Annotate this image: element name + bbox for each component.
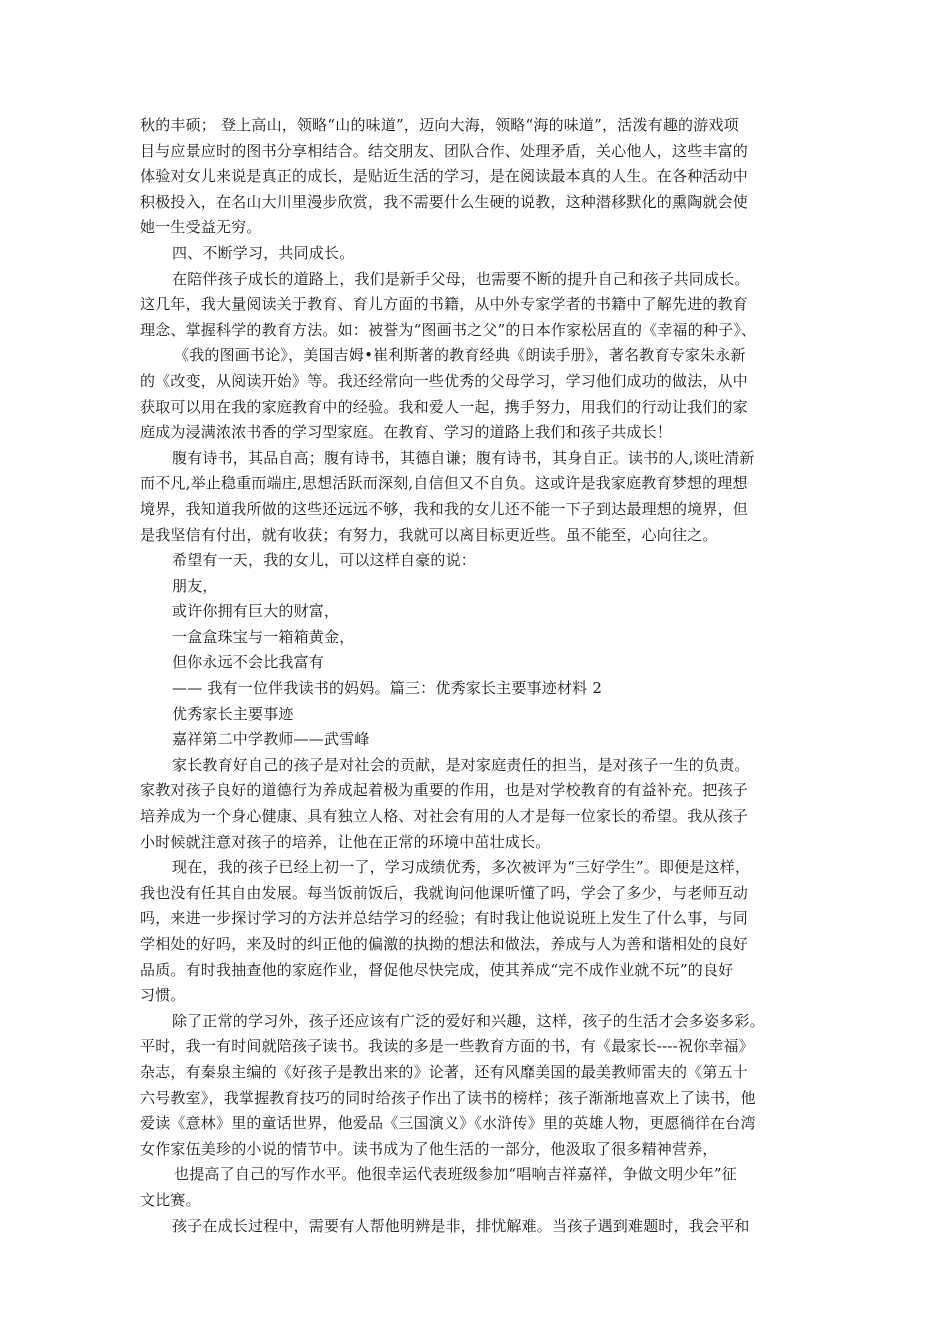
text-line: 是我坚信有付出，就有收获；有努力，我就可以离目标更近些。虽不能至，心向往之。 bbox=[140, 525, 718, 544]
text-line: 获取可以用在我的家庭教育中的经验。我和爱人一起，携手努力，用我们的行动让我们的家 bbox=[140, 397, 749, 416]
text-line: 孩子在成长过程中，需要有人帮他明辨是非，排忧解难。当孩子遇到难题时，我会平和 bbox=[172, 1216, 750, 1235]
text-line: 家长教育好自己的孩子是对社会的贡献，是对家庭责任的担当，是对孩子一生的负责。 bbox=[172, 755, 750, 774]
text-line: 《我的图画书论》，美国吉姆•崔利斯著的教育经典《朗读手册》，著名教育专家朱永新 bbox=[174, 346, 746, 365]
text-line: 庭成为浸满浓浓书香的学习型家庭。在教育、学习的道路上我们和孩子共成长！ bbox=[140, 423, 673, 442]
text-line: 现在，我的孩子已经上初一了，学习成绩优秀，多次被评为“三好学生”。即便是这样， bbox=[172, 858, 751, 877]
section-heading: 四、不断学习，共同成长。 bbox=[172, 243, 355, 262]
text-line: 目与应景应时的图书分享相结合。结交朋友、团队合作、处理矛盾，关心他人，这些丰富的 bbox=[140, 141, 749, 160]
text-line: 家教对孩子良好的道德行为养成起着极为重要的作用，也是对学校教育的有益补充。把孩子 bbox=[140, 781, 749, 800]
text-line: 文比赛。 bbox=[140, 1190, 201, 1209]
poem-line: 但你永远不会比我富有 bbox=[172, 653, 325, 672]
text-line: 在陪伴孩子成长的道路上，我们是新手父母，也需要不断的提升自己和孩子共同成长。 bbox=[172, 269, 750, 288]
poem-line: 朋友， bbox=[172, 576, 218, 595]
text-line: 我也没有任其自由发展。每当饭前饭后，我就询问他课听懂了吗，学会了多少，与老师互动 bbox=[140, 883, 749, 902]
text-line: 积极投入，在名山大川里漫步欣赏，我不需要什么生硬的说教，这种潜移默化的熏陶就会使 bbox=[140, 192, 749, 211]
text-line: 杂志，有秦泉主编的《好孩子是教出来的》论著，还有风靡美国的最美教师雷夫的《第五十 bbox=[140, 1062, 749, 1081]
text-line: 培养成为一个身心健康、具有独立人格、对社会有用的人才是每一位家长的希望。我从孩子 bbox=[140, 807, 749, 826]
text-line: 理念、掌握科学的教育方法。如：被誉为“图画书之父”的日本作家松居直的《幸福的种子》、 bbox=[140, 320, 757, 339]
text-line: 女作家伍美珍的小说的情节中。读书成为了他生活的一部分，他汲取了很多精神营养， bbox=[140, 1139, 718, 1158]
poem-line: —— 我有一位伴我读书的妈妈。篇三：优秀家长主要事迹材料 2 bbox=[172, 679, 603, 698]
text-line: 小时候就注意对孩子的培养，让他在正常的环境中茁壮成长。 bbox=[140, 832, 551, 851]
text-line: 秋的丰硕； 登上高山，领略“山的味道”，迈向大海，领略“海的味道”，活泼有趣的游戏项 bbox=[140, 116, 739, 134]
text-line: 除了正常的学习外，孩子还应该有广泛的爱好和兴趣，这样，孩子的生活才会多姿多彩。 bbox=[172, 1011, 765, 1030]
text-line: 学相处的好吗，来及时的纠正他的偏激的执拗的想法和做法，养成与人为善和谐相处的良好 bbox=[140, 935, 749, 953]
text-line: 希望有一天，我的女儿，可以这样自豪的说： bbox=[172, 551, 477, 570]
text-line: 品质。有时我抽查他的家庭作业，督促他尽快完成，使其养成“完不成作业就不玩”的良好 bbox=[140, 960, 734, 979]
text-line: 这几年，我大量阅读关于教育、育儿方面的书籍，从中外专家学者的书籍中了解先进的教育 bbox=[140, 295, 749, 314]
text-line: 体验对女儿来说是真正的成长，是贴近生活的学习，是在阅读最本真的人生。在各种活动中 bbox=[140, 167, 749, 186]
text-line: 的《改变，从阅读开始》等。我还经常向一些优秀的父母学习，学习他们成功的做法，从中 bbox=[140, 371, 749, 390]
poem-line: 一盒盒珠宝与一箱箱黄金， bbox=[172, 627, 355, 646]
text-line: 腹有诗书，其品自高；腹有诗书，其德自谦；腹有诗书，其身自正。读书的人,谈吐清新 bbox=[172, 448, 755, 467]
section-title: 优秀家长主要事迹 bbox=[172, 704, 294, 723]
text-line: 而不凡,举止稳重而端庄,思想活跃而深刻,自信但又不自负。这或许是我家庭教育梦想的理想 bbox=[140, 474, 748, 493]
text-line: 爱读《意林》里的童话世界，他爱品《三国演义》《水浒传》里的英雄人物，更愿徜徉在台湾 bbox=[140, 1114, 756, 1133]
text-line: 她一生受益无穷。 bbox=[140, 218, 262, 237]
poem-line: 或许你拥有巨大的财富， bbox=[172, 602, 340, 621]
text-line: 也提高了自己的写作水平。他很幸运代表班级参加“唱响吉祥嘉祥，争做文明少年”征 bbox=[174, 1165, 737, 1184]
text-line: 吗，来进一步探讨学习的方法并总结学习的经验；有时我让他说说班上发生了什么事，与同 bbox=[140, 909, 749, 928]
text-line: 六号教室》，我掌握教育技巧的同时给孩子作出了读书的榜样；孩子渐渐地喜欢上了读书，他 bbox=[140, 1088, 756, 1107]
author-line: 嘉祥第二中学教师——武雪峰 bbox=[172, 730, 370, 749]
text-line: 习惯。 bbox=[140, 986, 186, 1005]
text-line: 平时，我一有时间就陪孩子读书。我读的多是一些教育方面的书，有《最家长----祝你幸福》 bbox=[140, 1037, 754, 1056]
body-text bbox=[140, 113, 812, 1239]
text-line: 境界，我知道我所做的这些还远远不够，我和我的女儿还不能一下子到达最理想的境界，但 bbox=[140, 499, 749, 518]
